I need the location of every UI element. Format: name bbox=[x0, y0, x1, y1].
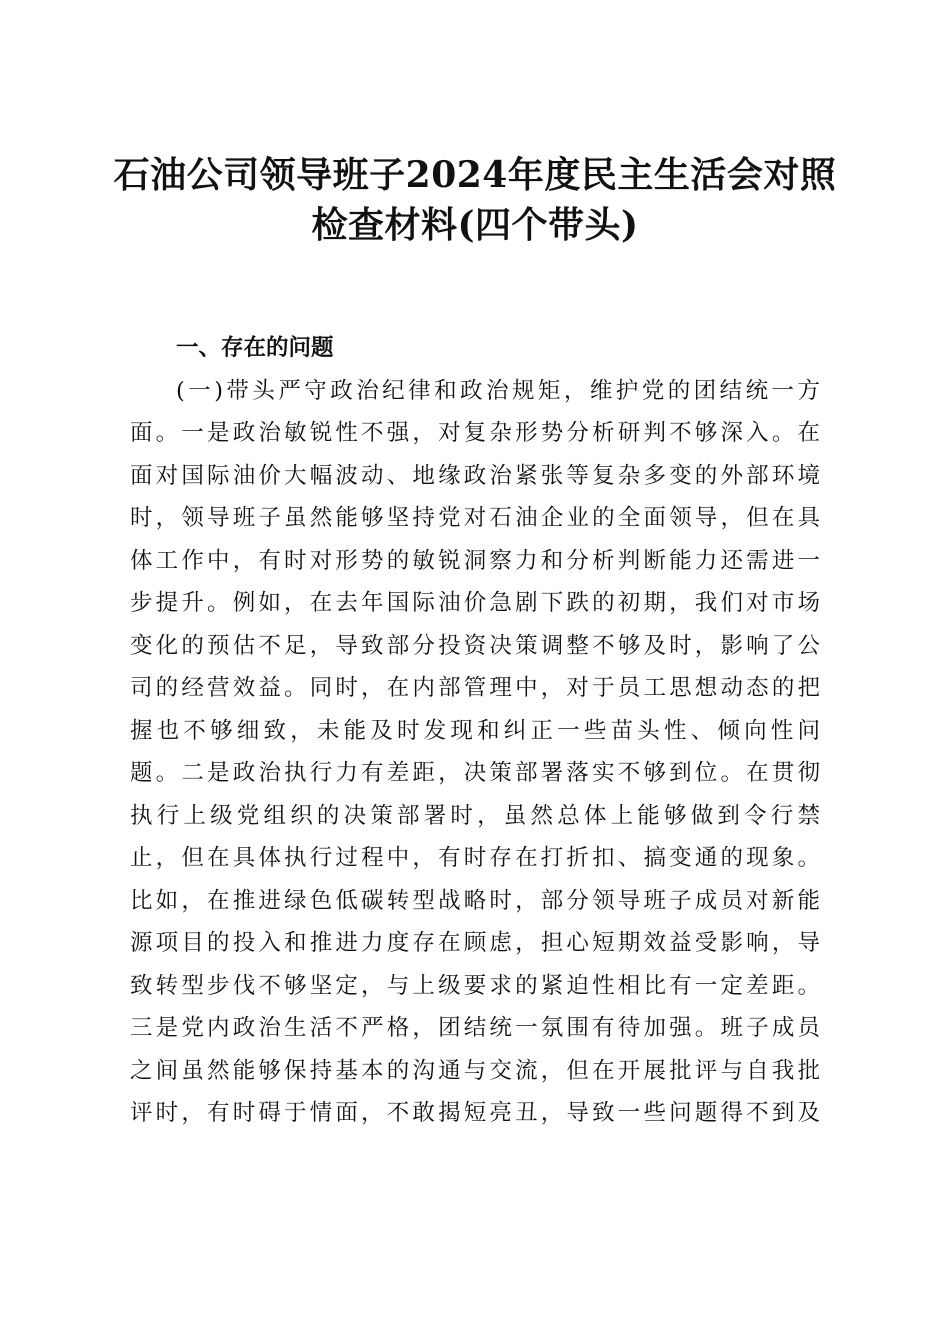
paragraph-line: 题。二是政治执行力有差距，决策部署落实不够到位。在贯彻 bbox=[130, 760, 820, 786]
title-line: 检查材料(四个带头) bbox=[311, 204, 639, 246]
paragraph-line: 评时，有时碍于情面，不敢揭短亮丑，导致一些问题得不到及 bbox=[130, 1100, 820, 1126]
paragraph-line: 面。一是政治敏锐性不强，对复杂形势分析研判不够深入。在 bbox=[130, 420, 820, 446]
paragraph-line: 比如，在推进绿色低碳转型战略时，部分领导班子成员对新能 bbox=[130, 887, 820, 914]
paragraph-line: 执行上级党组织的决策部署时，虽然总体上能够做到令行禁 bbox=[130, 802, 820, 829]
document-body bbox=[130, 327, 820, 1135]
paragraph-line: 变化的预估不足，导致部分投资决策调整不够及时，影响了公 bbox=[130, 632, 820, 659]
paragraph-line: 司的经营效益。同时，在内部管理中，对于员工思想动态的把 bbox=[130, 675, 820, 701]
paragraph-line: 时，领导班子虽然能够坚持党对石油企业的全面领导，但在具 bbox=[130, 505, 820, 531]
document-title bbox=[100, 150, 850, 250]
paragraph-line: (一)带头严守政治纪律和政治规矩，维护党的团结统一方 bbox=[176, 377, 820, 404]
title-line: 石油公司领导班子2024年度民主生活会对照 bbox=[113, 154, 837, 196]
paragraph-line: 之间虽然能够保持基本的沟通与交流，但在开展批评与自我批 bbox=[130, 1057, 820, 1084]
paragraph-line: 体工作中，有时对形势的敏锐洞察力和分析判断能力还需进一 bbox=[130, 547, 820, 574]
paragraph-line: 三是党内政治生活不严格，团结统一氛围有待加强。班子成员 bbox=[130, 1015, 820, 1041]
paragraph-line: 止，但在具体执行过程中，有时存在打折扣、搞变通的现象。 bbox=[130, 845, 820, 871]
paragraph bbox=[130, 370, 820, 1135]
paragraph-line: 面对国际油价大幅波动、地缘政治紧张等复杂多变的外部环境 bbox=[130, 462, 820, 489]
paragraph-line: 源项目的投入和推进力度存在顾虑，担心短期效益受影响，导 bbox=[130, 930, 820, 956]
section-heading: 一、存在的问题 bbox=[176, 335, 334, 361]
paragraph-line: 致转型步伐不够坚定，与上级要求的紧迫性相比有一定差距。 bbox=[130, 972, 820, 999]
paragraph-line: 握也不够细致，未能及时发现和纠正一些苗头性、倾向性问 bbox=[130, 717, 820, 744]
paragraph-line: 步提升。例如，在去年国际油价急剧下跌的初期，我们对市场 bbox=[130, 590, 820, 616]
